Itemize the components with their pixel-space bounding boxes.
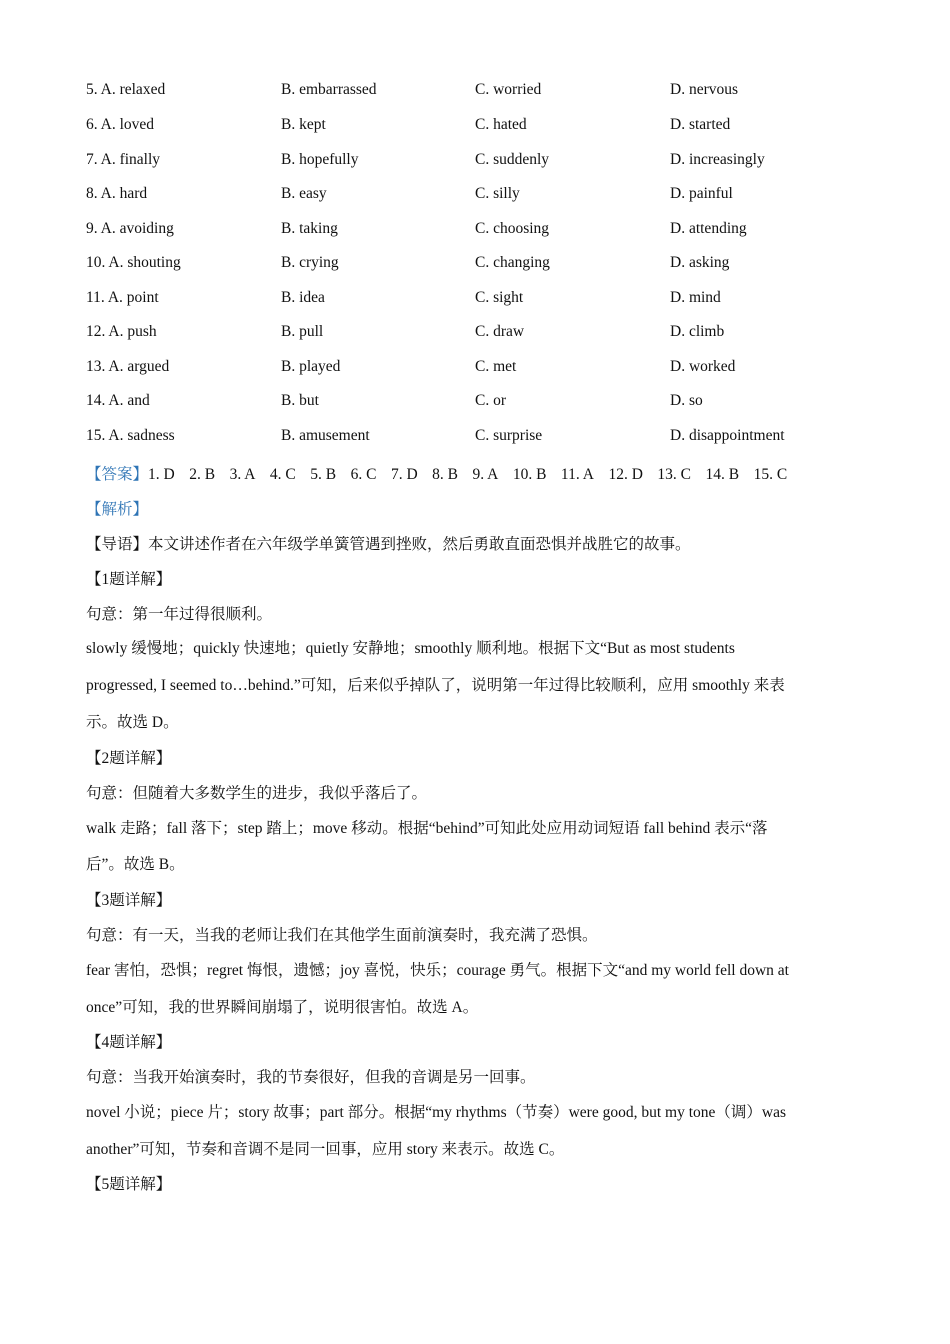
answer-item: 12. D [608,466,643,483]
option-choice: 14. A. and [86,392,150,409]
explanation-text: 句意：但随着大多数学生的进步，我似乎落后了。 [86,785,428,802]
answer-item: 11. A [560,466,594,483]
option-choice: C. suddenly [475,151,550,168]
section-heading: 【1题详解】 [86,571,172,588]
option-choice: B. pull [281,323,324,340]
option-choice: B. amusement [281,427,370,444]
explanation-text: walk 走路；fall 落下；step 踏上；move 移动。根据“behind”可知此处应用动词短语 fall behind 表示“落 [86,820,768,837]
option-choice: D. so [670,392,703,409]
option-choice: B. taking [281,220,338,237]
option-choice: 6. A. loved [86,116,155,133]
option-choice: C. hated [475,116,527,133]
answer-items [148,466,802,483]
answer-item: 1. D [148,466,175,483]
section-heading: 【3题详解】 [86,892,172,909]
explanation-text: 句意：第一年过得很顺利。 [86,606,273,623]
option-row [86,254,886,274]
option-choice: C. silly [475,185,520,202]
explanation-text: fear 害怕，恐惧；regret 悔恨，遗憾；joy 喜悦，快乐；courage 勇气。根据下文“and my world fell down at [86,962,789,979]
section-heading: 【5题详解】 [86,1176,172,1193]
option-choice: 11. A. point [86,289,159,306]
option-choice: 7. A. finally [86,151,161,168]
option-row [86,116,886,136]
explanation-text: 后”。故选 B。 [86,856,185,873]
option-choice: D. attending [670,220,747,237]
option-row [86,358,886,378]
answer-item: 2. B [189,466,216,483]
option-choice: D. climb [670,323,725,340]
section-heading: 【2题详解】 [86,750,172,767]
option-choice: C. met [475,358,517,375]
answer-item: 15. C [753,466,788,483]
option-choice: D. disappointment [670,427,785,444]
option-choice: D. painful [670,185,733,202]
option-choice: 13. A. argued [86,358,170,375]
option-choice: 8. A. hard [86,185,148,202]
option-choice: B. crying [281,254,339,271]
answer-item: 3. A [229,466,256,483]
answer-item: 10. B [512,466,547,483]
section-heading: 【导语】本文讲述作者在六年级学单簧管遇到挫败，然后勇敢直面恐惧并战胜它的故事。 [86,536,691,553]
option-choice: D. started [670,116,731,133]
option-choice: B. embarrassed [281,81,377,98]
option-choice: B. easy [281,185,327,202]
explanation-text: 句意：当我开始演奏时，我的节奏很好，但我的音调是另一回事。 [86,1069,536,1086]
option-choice: B. played [281,358,341,375]
option-row [86,392,886,412]
answer-item: 13. C [657,466,691,483]
option-choice: C. or [475,392,506,409]
option-row [86,81,886,101]
explanation-text: novel 小说；piece 片；story 故事；part 部分。根据“my rhythms（节奏）were good, but my tone（调）was [86,1104,786,1121]
option-choice: D. asking [670,254,730,271]
explanation-text: slowly 缓慢地；quickly 快速地；quietly 安静地；smoothly 顺利地。根据下文“But as most students [86,640,735,657]
option-row [86,427,886,447]
option-choice: C. changing [475,254,550,271]
option-choice: 5. A. relaxed [86,81,166,98]
option-choice: B. hopefully [281,151,359,168]
answer-item: 5. B [310,466,337,483]
option-row [86,289,886,309]
explanation-text: 句意：有一天，当我的老师让我们在其他学生面前演奏时，我充满了恐惧。 [86,927,598,944]
answer-line [86,462,802,484]
option-choice: C. draw [475,323,525,340]
explanation-text: once”可知，我的世界瞬间崩塌了，说明很害怕。故选 A。 [86,999,479,1016]
option-choice: 10. A. shouting [86,254,181,271]
option-choice: D. mind [670,289,721,306]
answer-item: 9. A [472,466,499,483]
option-choice: 12. A. push [86,323,157,340]
option-choice: C. worried [475,81,542,98]
option-row [86,323,886,343]
option-row [86,151,886,171]
answer-item: 4. C [269,466,296,483]
section-heading: 【4题详解】 [86,1034,172,1051]
option-row [86,185,886,205]
option-row [86,220,886,240]
option-choice: D. worked [670,358,736,375]
option-choice: 15. A. sadness [86,427,175,444]
option-choice: D. nervous [670,81,739,98]
explanation-text: progressed, I seemed to…behind.”可知，后来似乎掉队了，说明第一年过得比较顺利，应用 smoothly 来表 [86,677,785,694]
answer-item: 14. B [705,466,740,483]
option-choice: C. sight [475,289,524,306]
option-choice: C. choosing [475,220,550,237]
answer-item: 7. D [390,466,418,483]
explanation-text: 示。故选 D。 [86,714,179,731]
explanation-text: another”可知，节奏和音调不是同一回事，应用 story 来表示。故选 C。 [86,1141,565,1158]
option-choice: B. kept [281,116,326,133]
analysis-label: 【解析】 [86,501,149,518]
option-choice: B. but [281,392,319,409]
option-choice: C. surprise [475,427,543,444]
option-choice: D. increasingly [670,151,765,168]
answer-item: 6. C [350,466,377,483]
answer-label: 【答案】 [86,466,149,483]
answer-item: 8. B [432,466,458,483]
option-choice: B. idea [281,289,325,306]
option-choice: 9. A. avoiding [86,220,174,237]
